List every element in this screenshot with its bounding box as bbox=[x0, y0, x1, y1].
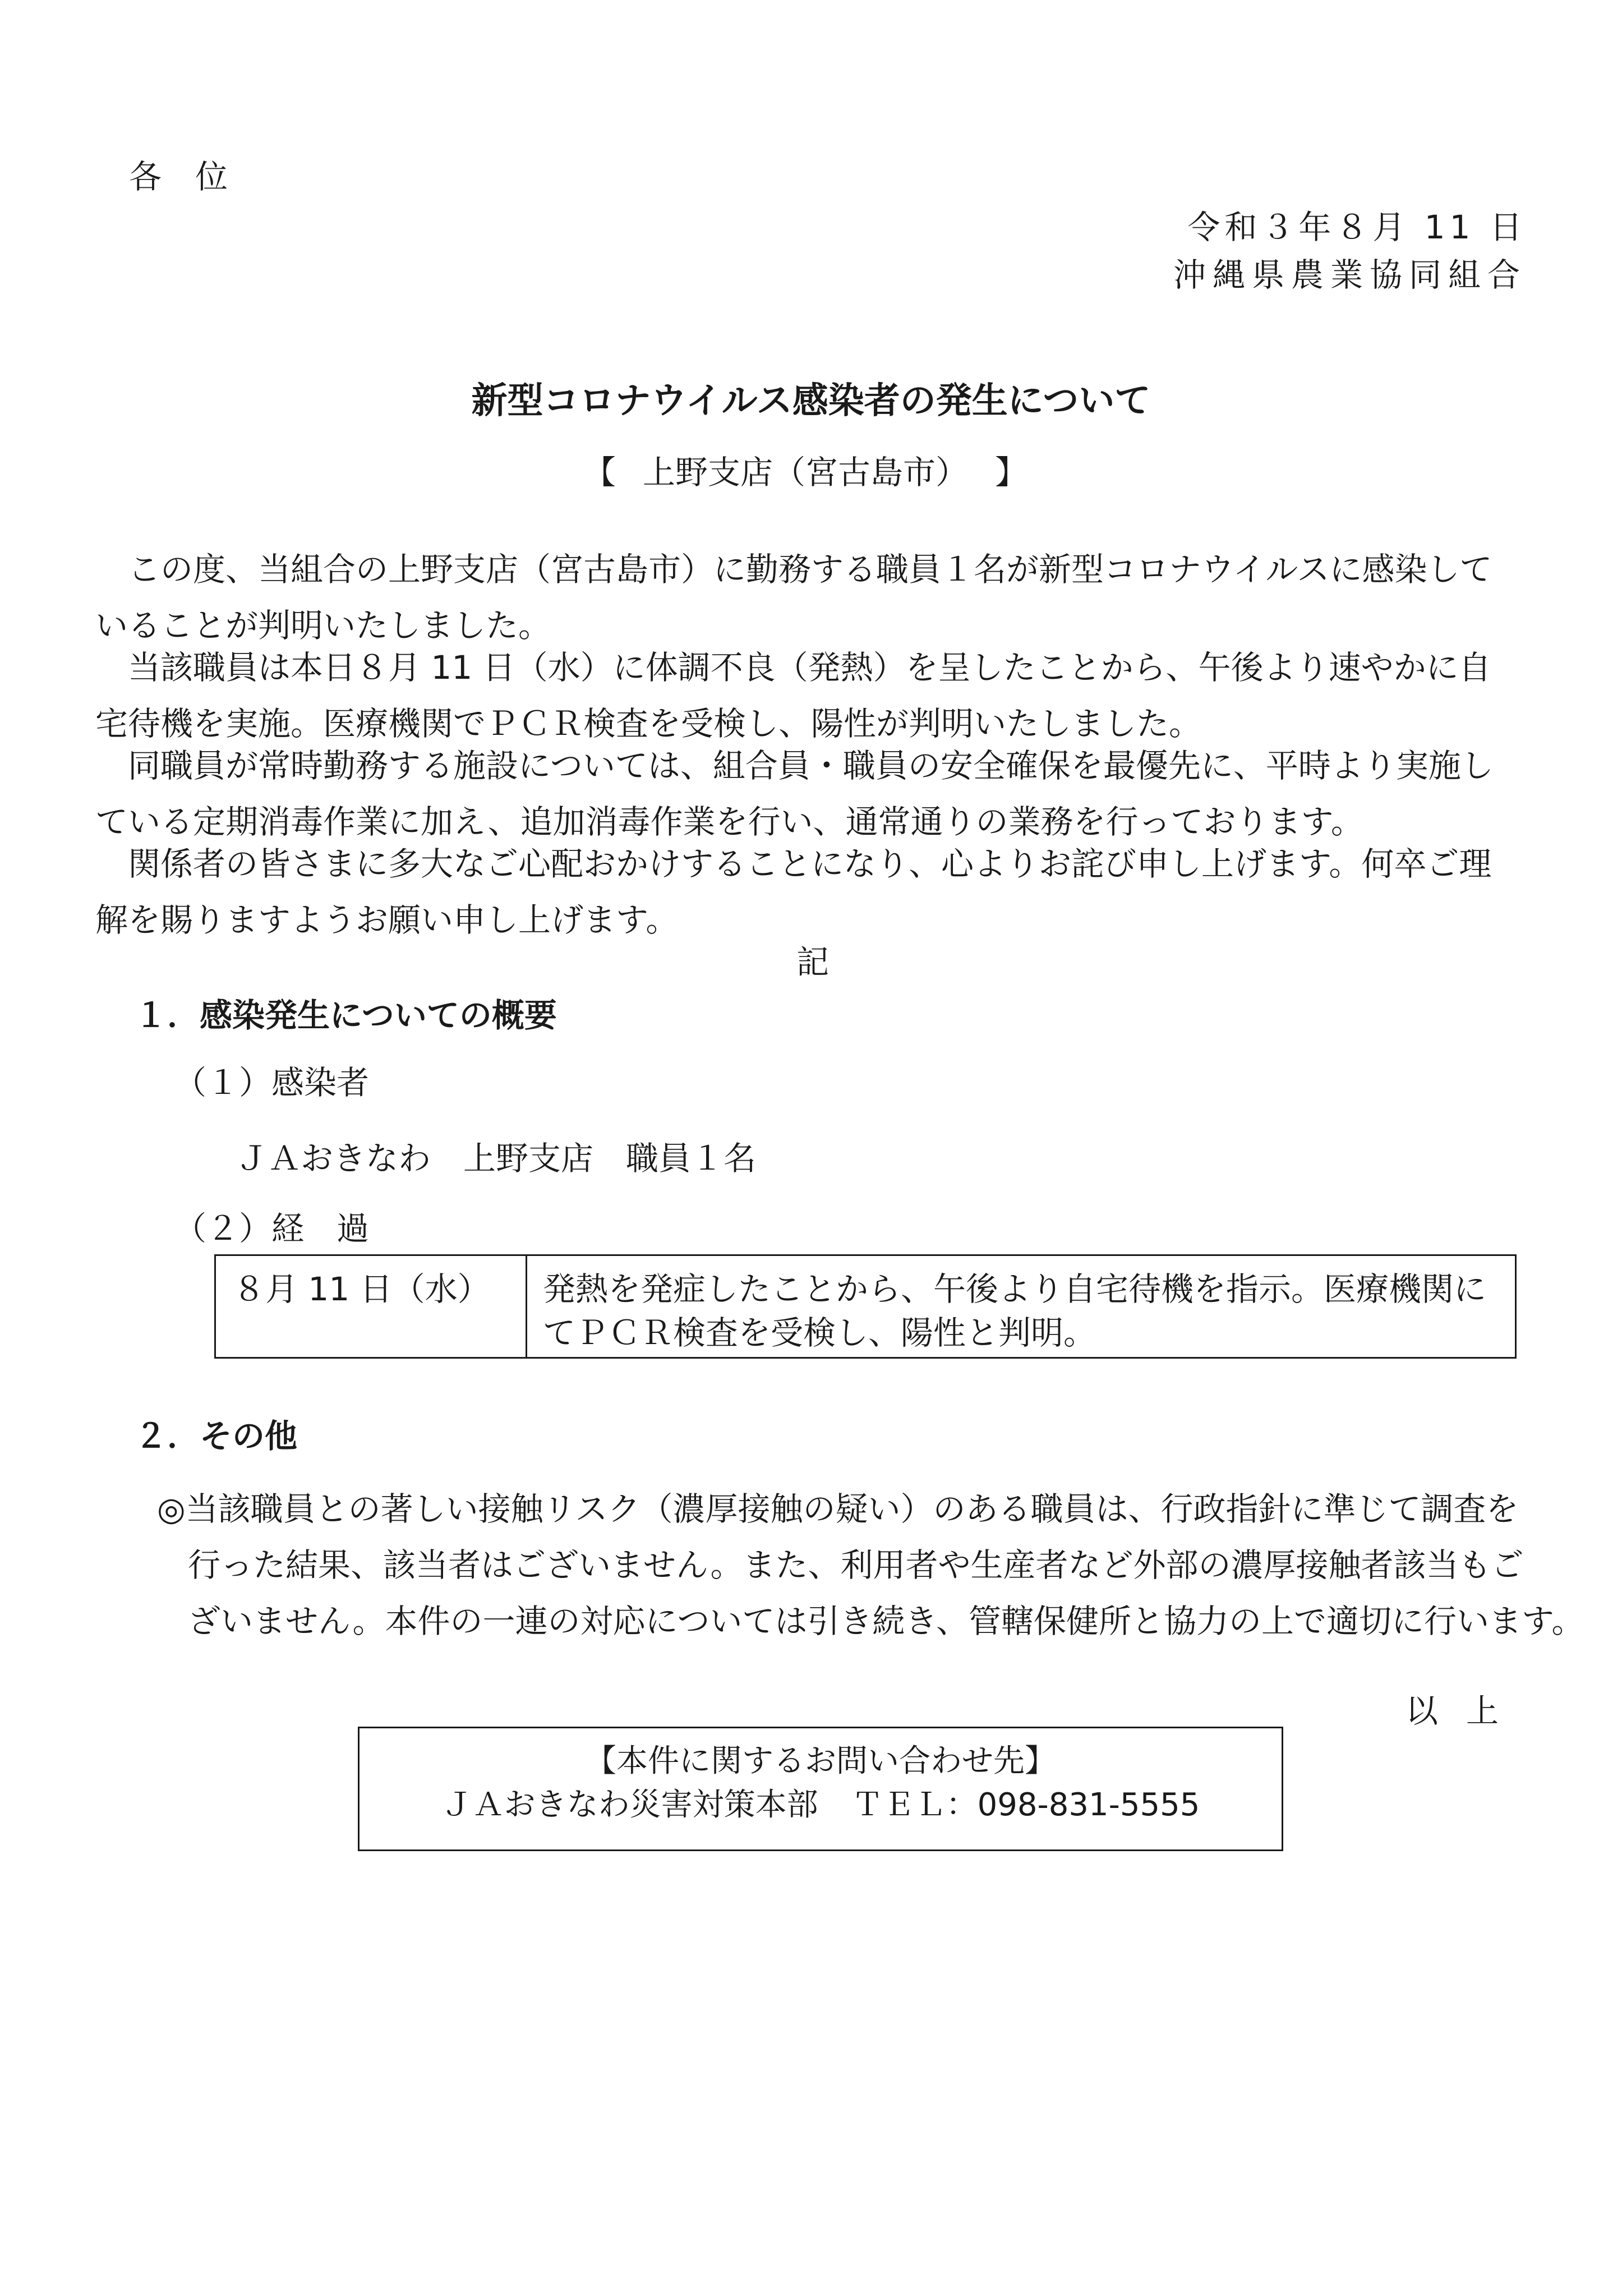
paragraph-line: この度、当組合の上野支店（宮古島市）に勤務する職員１名が新型コロナウイルスに感染して bbox=[128, 550, 1492, 588]
document-title: 新型コロナウイルス感染者の発生について bbox=[471, 380, 1151, 422]
addressee: 各位 bbox=[129, 158, 262, 196]
body-paragraph-3 bbox=[95, 738, 1526, 850]
ki-marker: 記 bbox=[796, 943, 830, 981]
other-note bbox=[157, 1481, 1584, 1649]
timeline-date-cell: ８月 11 日（水） bbox=[216, 1256, 527, 1357]
contact-tel: ＴＥＬ：098-831-5555 bbox=[851, 1787, 1200, 1823]
subsection-timeline-heading: （２）経 過 bbox=[174, 1209, 370, 1248]
document-subtitle bbox=[583, 446, 1027, 493]
body-paragraph-4 bbox=[95, 836, 1526, 948]
note-line: 行った結果、該当者はございません。また、利用者や生産者など外部の濃厚接触者該当もご bbox=[188, 1546, 1524, 1584]
timeline-text-line: てＰＣＲ検査を受検し、陽性と判明。 bbox=[543, 1314, 1096, 1352]
infected-person: ＪＡおきなわ 上野支店 職員１名 bbox=[236, 1139, 757, 1177]
paragraph-line: 宅待機を実施。医療機関でＰＣＲ検査を受検し、陽性が判明いたしました。 bbox=[95, 705, 1202, 743]
contact-title: 【本件に関するお問い合わせ先】 bbox=[585, 1743, 1056, 1779]
issuing-organization: 沖縄県農業協同組合 bbox=[1173, 256, 1527, 294]
contact-org: ＪＡおきなわ災害対策本部 bbox=[441, 1787, 818, 1823]
paragraph-line: 当該職員は本日８月 11 日（水）に体調不良（発熱）を呈したことから、午後より速やかに自 bbox=[128, 648, 1491, 687]
subsection-infected-heading: （１）感染者 bbox=[174, 1064, 370, 1102]
section-1-heading: １．感染発生についての概要 bbox=[135, 996, 557, 1034]
issue-date: 令和３年８月 11 日 bbox=[1187, 208, 1527, 246]
body-paragraph-2 bbox=[95, 639, 1526, 752]
section-2-heading: ２．その他 bbox=[135, 1417, 298, 1455]
timeline-text-line: 発熱を発症したことから、午後より自宅待機を指示。医療機関に bbox=[543, 1270, 1487, 1308]
subtitle-close-bracket: 】 bbox=[995, 453, 1028, 491]
contact-box bbox=[358, 1727, 1283, 1851]
subtitle-branch: 上野支店（宮古島市） bbox=[643, 453, 969, 491]
timeline-text-cell bbox=[527, 1256, 1515, 1357]
contact-line bbox=[360, 1783, 1282, 1827]
paragraph-line: 解を賜りますようお願い申し上げます。 bbox=[95, 901, 679, 939]
subtitle-open-bracket: 【 bbox=[583, 453, 616, 491]
closing-mark: 以上 bbox=[1405, 1692, 1527, 1730]
paragraph-line: 同職員が常時勤務する施設については、組合員・職員の安全確保を最優先に、平時より実施し bbox=[128, 747, 1494, 785]
paragraph-line: いることが判明いたしました。 bbox=[95, 606, 551, 645]
timeline-table bbox=[214, 1254, 1517, 1359]
paragraph-line: 関係者の皆さまに多大なご心配おかけすることになり、心よりお詫び申し上げます。何卒ご理 bbox=[128, 845, 1492, 883]
body-paragraph-1 bbox=[95, 541, 1526, 654]
note-line: ざいません。本件の一連の対応については引き続き、管轄保健所と協力の上で適切に行います。 bbox=[188, 1602, 1584, 1640]
note-line: ◎当該職員との著しい接触リスク（濃厚接触の疑い）のある職員は、行政指針に準じて調査を bbox=[157, 1490, 1519, 1528]
paragraph-line: ている定期消毒作業に加え、追加消毒作業を行い、通常通りの業務を行っております。 bbox=[95, 803, 1363, 841]
